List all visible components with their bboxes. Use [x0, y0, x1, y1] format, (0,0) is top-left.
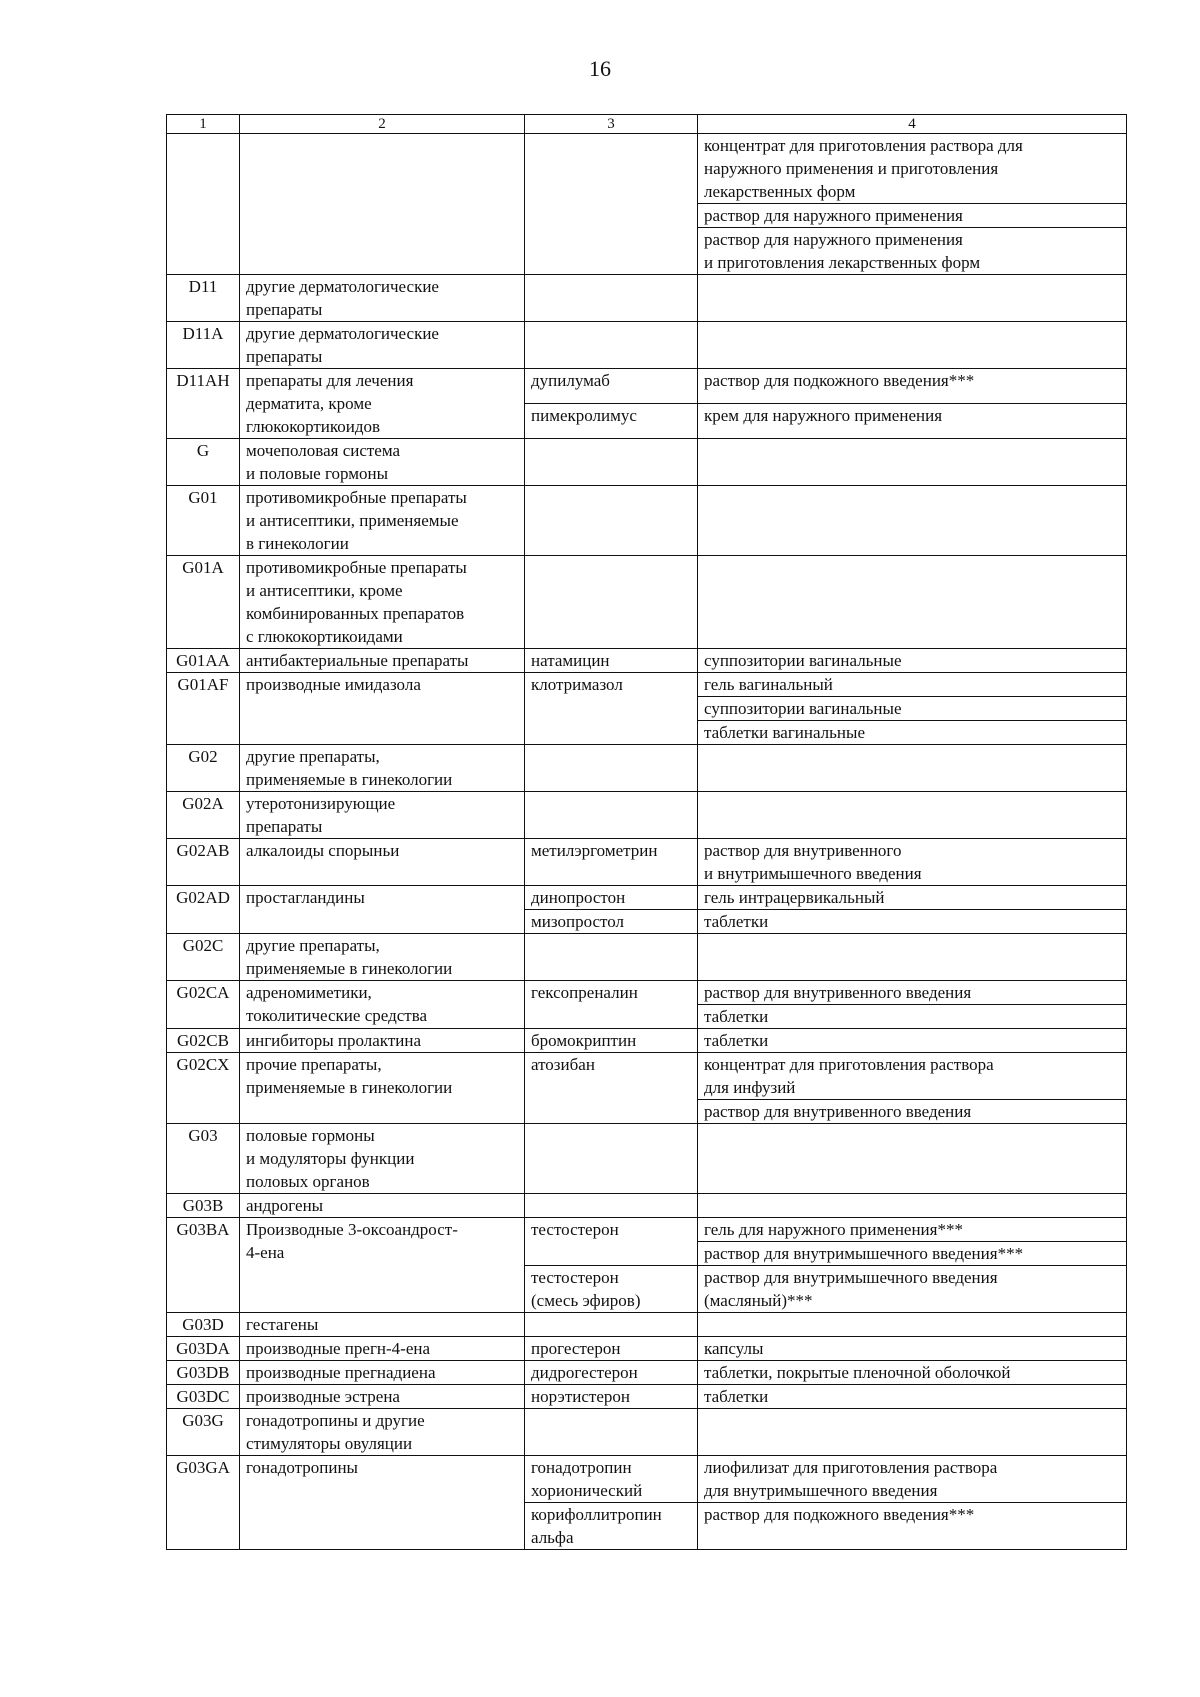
- atc-code: G03BA: [176, 1220, 230, 1239]
- table-row: [167, 1029, 1127, 1053]
- dosage-form-cell: [698, 1029, 1127, 1053]
- drug-name-cell: [525, 910, 698, 934]
- page-number: 16: [589, 56, 611, 81]
- dosage-form: крем для наружного применения: [704, 406, 943, 425]
- group-name: препараты для лечения дерматита, кроме глюкокортикоидов: [246, 371, 414, 436]
- atc-code-cell: [167, 439, 240, 486]
- dosage-form: таблетки: [704, 912, 769, 931]
- dosage-form: раствор для подкожного введения***: [704, 1505, 975, 1524]
- atc-code: G02C: [182, 936, 224, 955]
- atc-code-cell: [167, 1029, 240, 1053]
- drug-name: дидрогестерон: [531, 1363, 638, 1382]
- dosage-form-cell: [698, 839, 1127, 886]
- group-name-cell: [240, 1337, 525, 1361]
- drug-name-cell: [525, 1266, 698, 1313]
- dosage-form-cell: [698, 1456, 1127, 1503]
- group-name: простагландины: [246, 888, 365, 907]
- group-name: адреномиметики, токолитические средства: [246, 983, 428, 1025]
- dosage-form-cell: [698, 275, 1127, 322]
- drug-name: пимекролимус: [531, 406, 637, 425]
- table-header-row: [167, 115, 1127, 134]
- table-row: [167, 1361, 1127, 1385]
- drug-name-cell: [525, 486, 698, 556]
- drug-name-cell: [525, 322, 698, 369]
- atc-code-cell: [167, 1218, 240, 1313]
- column-header: 1: [167, 115, 240, 134]
- group-name-cell: [240, 1053, 525, 1124]
- drug-name-cell: [525, 649, 698, 673]
- dosage-form: раствор для внутривенного и внутримышечного введения: [704, 841, 922, 883]
- group-name: ингибиторы пролактина: [246, 1031, 421, 1050]
- table-row: [167, 745, 1127, 792]
- atc-code: G: [196, 441, 210, 460]
- group-name-cell: [240, 1361, 525, 1385]
- group-name: другие препараты, применяемые в гинекологии: [246, 747, 453, 789]
- group-name: половые гормоны и модуляторы функции половых органов: [246, 1126, 415, 1191]
- atc-code: G03G: [182, 1411, 224, 1430]
- atc-code: G01A: [182, 558, 224, 577]
- atc-code-cell: [167, 1313, 240, 1337]
- atc-code-cell: [167, 275, 240, 322]
- atc-code-cell: [167, 649, 240, 673]
- drug-name-cell: [525, 745, 698, 792]
- table-row: [167, 275, 1127, 322]
- dosage-form: таблетки: [704, 1031, 769, 1050]
- drug-name: корифоллитропин альфа: [531, 1505, 662, 1547]
- dosage-form: раствор для внутримышечного введения (масляный)***: [704, 1268, 998, 1310]
- table-row: [167, 1194, 1127, 1218]
- atc-code-cell: [167, 1456, 240, 1550]
- table-row: [167, 1456, 1127, 1503]
- dosage-form-cell: [698, 1053, 1127, 1124]
- group-name: противомикробные препараты и антисептики, кроме комбинированных препаратов с глюкокортикоидами: [246, 558, 467, 646]
- atc-code-cell: [167, 673, 240, 745]
- dosage-form: концентрат для приготовления раствора для инфузий: [704, 1055, 994, 1097]
- drug-name-cell: [525, 1029, 698, 1053]
- group-name-cell: [240, 649, 525, 673]
- dosage-form: суппозитории вагинальные: [698, 696, 1126, 720]
- column-header: 3: [525, 115, 698, 134]
- dosage-form: таблетки: [704, 1387, 769, 1406]
- group-name-cell: [240, 369, 525, 439]
- table-row: [167, 439, 1127, 486]
- dosage-form-cell: [698, 792, 1127, 839]
- table-row: [167, 886, 1127, 910]
- drug-name-cell: [525, 369, 698, 404]
- table-row: [167, 934, 1127, 981]
- group-name: производные имидазола: [246, 675, 421, 694]
- table-row: [167, 486, 1127, 556]
- drug-name-cell: [525, 134, 698, 275]
- group-name-cell: [240, 1385, 525, 1409]
- dosage-form: раствор для наружного применения: [698, 203, 1126, 227]
- drug-name-cell: [525, 1313, 698, 1337]
- group-name-cell: [240, 934, 525, 981]
- table-row: [167, 1385, 1127, 1409]
- dosage-form: таблетки вагинальные: [698, 720, 1126, 744]
- table-row: [167, 369, 1127, 404]
- atc-code-cell: [167, 1385, 240, 1409]
- dosage-form-cell: [698, 910, 1127, 934]
- atc-code: G02CB: [177, 1031, 229, 1050]
- dosage-form: лиофилизат для приготовления раствора для внутримышечного введения: [704, 1458, 998, 1500]
- atc-code-cell: [167, 1124, 240, 1194]
- dosage-form-cell: [698, 404, 1127, 439]
- drug-name-cell: [525, 1194, 698, 1218]
- dosage-form: таблетки: [698, 1004, 1126, 1028]
- drug-name: мизопростол: [531, 912, 625, 931]
- atc-code-cell: [167, 1409, 240, 1456]
- group-name: прочие препараты, применяемые в гинекологии: [246, 1055, 453, 1097]
- group-name-cell: [240, 1409, 525, 1456]
- table-row: [167, 649, 1127, 673]
- drug-name: норэтистерон: [531, 1387, 630, 1406]
- atc-code: G02: [188, 747, 218, 766]
- atc-code-cell: [167, 1361, 240, 1385]
- group-name: производные прегн-4-ена: [246, 1339, 431, 1358]
- group-name-cell: [240, 322, 525, 369]
- group-name-cell: [240, 1124, 525, 1194]
- drug-name: динопростон: [531, 888, 626, 907]
- group-name-cell: [240, 981, 525, 1029]
- column-header: 4: [698, 115, 1127, 134]
- group-name: противомикробные препараты и антисептики, применяемые в гинекологии: [246, 488, 467, 553]
- dosage-form-cell: [698, 1409, 1127, 1456]
- drug-name: бромокриптин: [531, 1031, 637, 1050]
- table-row: [167, 1218, 1127, 1266]
- dosage-form: гель вагинальный: [704, 675, 833, 694]
- atc-code: G02AD: [176, 888, 230, 907]
- group-name: производные прегнадиена: [246, 1363, 436, 1382]
- drug-name-cell: [525, 275, 698, 322]
- dosage-form: таблетки, покрытые пленочной оболочкой: [704, 1363, 1011, 1382]
- table-row: [167, 1409, 1127, 1456]
- drug-name: метилэргометрин: [531, 841, 658, 860]
- dosage-form-cell: [698, 486, 1127, 556]
- group-name: гестагены: [246, 1315, 319, 1334]
- atc-code: G01AF: [177, 675, 229, 694]
- drug-name-cell: [525, 1456, 698, 1503]
- group-name-cell: [240, 486, 525, 556]
- group-name: антибактериальные препараты: [246, 651, 469, 670]
- drug-name-cell: [525, 404, 698, 439]
- group-name: другие дерматологические препараты: [246, 277, 439, 319]
- drug-name-cell: [525, 1409, 698, 1456]
- group-name-cell: [240, 134, 525, 275]
- atc-code-cell: [167, 886, 240, 934]
- drug-name-cell: [525, 1361, 698, 1385]
- dosage-form-cell: [698, 934, 1127, 981]
- atc-code-cell: [167, 934, 240, 981]
- drug-name-cell: [525, 1124, 698, 1194]
- drug-name-cell: [525, 1053, 698, 1124]
- drug-classification-table: [166, 114, 1127, 1550]
- atc-code: D11AH: [176, 371, 230, 390]
- dosage-form: раствор для внутривенного введения: [704, 983, 972, 1002]
- column-header: 2: [240, 115, 525, 134]
- group-name-cell: [240, 886, 525, 934]
- atc-code: G02CA: [176, 983, 230, 1002]
- group-name-cell: [240, 792, 525, 839]
- dosage-form: суппозитории вагинальные: [704, 651, 902, 670]
- dosage-form-cell: [698, 1266, 1127, 1313]
- dosage-form: раствор для наружного применения и приготовления лекарственных форм: [698, 227, 1126, 274]
- drug-name-cell: [525, 1218, 698, 1266]
- drug-name: дупилумаб: [531, 371, 610, 390]
- dosage-form-cell: [698, 1337, 1127, 1361]
- dosage-form-cell: [698, 369, 1127, 404]
- atc-code: D11A: [182, 324, 224, 343]
- group-name: другие дерматологические препараты: [246, 324, 439, 366]
- group-name: андрогены: [246, 1196, 324, 1215]
- drug-name: тестостерон (смесь эфиров): [531, 1268, 641, 1310]
- atc-code-cell: [167, 322, 240, 369]
- group-name-cell: [240, 673, 525, 745]
- atc-code: D11: [188, 277, 218, 296]
- atc-code: G01AA: [176, 651, 230, 670]
- drug-name-cell: [525, 839, 698, 886]
- table-row: [167, 673, 1127, 745]
- table-row: [167, 1313, 1127, 1337]
- group-name-cell: [240, 839, 525, 886]
- dosage-form-cell: [698, 134, 1127, 275]
- dosage-form-cell: [698, 981, 1127, 1029]
- dosage-form-cell: [698, 886, 1127, 910]
- group-name-cell: [240, 745, 525, 792]
- group-name: гонадотропины и другие стимуляторы овуляции: [246, 1411, 425, 1453]
- group-name-cell: [240, 1456, 525, 1550]
- atc-code: G03B: [182, 1196, 224, 1215]
- dosage-form-cell: [698, 1218, 1127, 1266]
- drug-name-cell: [525, 1337, 698, 1361]
- group-name: мочеполовая система и половые гормоны: [246, 441, 401, 483]
- drug-name: прогестерон: [531, 1339, 621, 1358]
- dosage-form-cell: [698, 322, 1127, 369]
- dosage-form-cell: [698, 1313, 1127, 1337]
- group-name-cell: [240, 1029, 525, 1053]
- atc-code: G03DA: [176, 1339, 230, 1358]
- drug-name: атозибан: [531, 1055, 595, 1074]
- drug-name-cell: [525, 1385, 698, 1409]
- atc-code-cell: [167, 1053, 240, 1124]
- dosage-form-cell: [698, 649, 1127, 673]
- table-row: [167, 981, 1127, 1029]
- dosage-form-cell: [698, 1124, 1127, 1194]
- group-name: гонадотропины: [246, 1458, 358, 1477]
- atc-code-cell: [167, 839, 240, 886]
- drug-name: гексопреналин: [531, 983, 638, 1002]
- group-name-cell: [240, 275, 525, 322]
- dosage-form-cell: [698, 1503, 1127, 1550]
- dosage-form: раствор для внутривенного введения: [698, 1099, 1126, 1123]
- group-name-cell: [240, 1194, 525, 1218]
- atc-code: G02AB: [176, 841, 230, 860]
- drug-name: клотримазол: [531, 675, 623, 694]
- table-row: [167, 1124, 1127, 1194]
- group-name-cell: [240, 439, 525, 486]
- atc-code: G03D: [182, 1315, 224, 1334]
- atc-code-cell: [167, 792, 240, 839]
- drug-name: гонадотропин хорионический: [531, 1458, 643, 1500]
- table-row: [167, 134, 1127, 275]
- dosage-form-cell: [698, 673, 1127, 745]
- atc-code-cell: [167, 369, 240, 439]
- drug-name-cell: [525, 886, 698, 910]
- dosage-form-cell: [698, 439, 1127, 486]
- atc-code: G03DC: [176, 1387, 230, 1406]
- atc-code: G01: [188, 488, 218, 507]
- atc-code: G03GA: [176, 1458, 230, 1477]
- atc-code-cell: [167, 745, 240, 792]
- atc-code-cell: [167, 1194, 240, 1218]
- table-row: [167, 792, 1127, 839]
- atc-code: G02CX: [176, 1055, 230, 1074]
- dosage-form-cell: [698, 1385, 1127, 1409]
- group-name-cell: [240, 1313, 525, 1337]
- table-row: [167, 839, 1127, 886]
- group-name: Производные 3-оксоандрост- 4-ена: [246, 1220, 458, 1262]
- table-row: [167, 1337, 1127, 1361]
- atc-code: G03DB: [176, 1363, 230, 1382]
- atc-code-cell: [167, 981, 240, 1029]
- table-row: [167, 322, 1127, 369]
- group-name: алкалоиды спорыньи: [246, 841, 400, 860]
- atc-code-cell: [167, 486, 240, 556]
- atc-code: G03: [188, 1126, 218, 1145]
- group-name: производные эстрена: [246, 1387, 400, 1406]
- drug-name-cell: [525, 934, 698, 981]
- dosage-form-cell: [698, 556, 1127, 649]
- group-name-cell: [240, 556, 525, 649]
- dosage-form: гель для наружного применения***: [704, 1220, 963, 1239]
- atc-code-cell: [167, 556, 240, 649]
- atc-code-cell: [167, 134, 240, 275]
- dosage-form: концентрат для приготовления раствора для наружного применения и приготовления лекарственных форм: [704, 136, 1023, 201]
- dosage-form: раствор для подкожного введения***: [704, 371, 975, 390]
- dosage-form-cell: [698, 745, 1127, 792]
- dosage-form: гель интрацервикальный: [704, 888, 885, 907]
- table-row: [167, 556, 1127, 649]
- group-name: утеротонизирующие препараты: [246, 794, 396, 836]
- group-name: другие препараты, применяемые в гинекологии: [246, 936, 453, 978]
- group-name-cell: [240, 1218, 525, 1313]
- drug-name-cell: [525, 1503, 698, 1550]
- atc-code-cell: [167, 1337, 240, 1361]
- drug-name-cell: [525, 981, 698, 1029]
- atc-code: G02A: [182, 794, 224, 813]
- dosage-form: раствор для внутримышечного введения***: [698, 1241, 1126, 1265]
- drug-name-cell: [525, 792, 698, 839]
- drug-name-cell: [525, 673, 698, 745]
- table-row: [167, 1053, 1127, 1124]
- drug-name-cell: [525, 439, 698, 486]
- drug-name: тестостерон: [531, 1220, 619, 1239]
- dosage-form-cell: [698, 1361, 1127, 1385]
- drug-name-cell: [525, 556, 698, 649]
- dosage-form-cell: [698, 1194, 1127, 1218]
- dosage-form: капсулы: [704, 1339, 764, 1358]
- drug-name: натамицин: [531, 651, 610, 670]
